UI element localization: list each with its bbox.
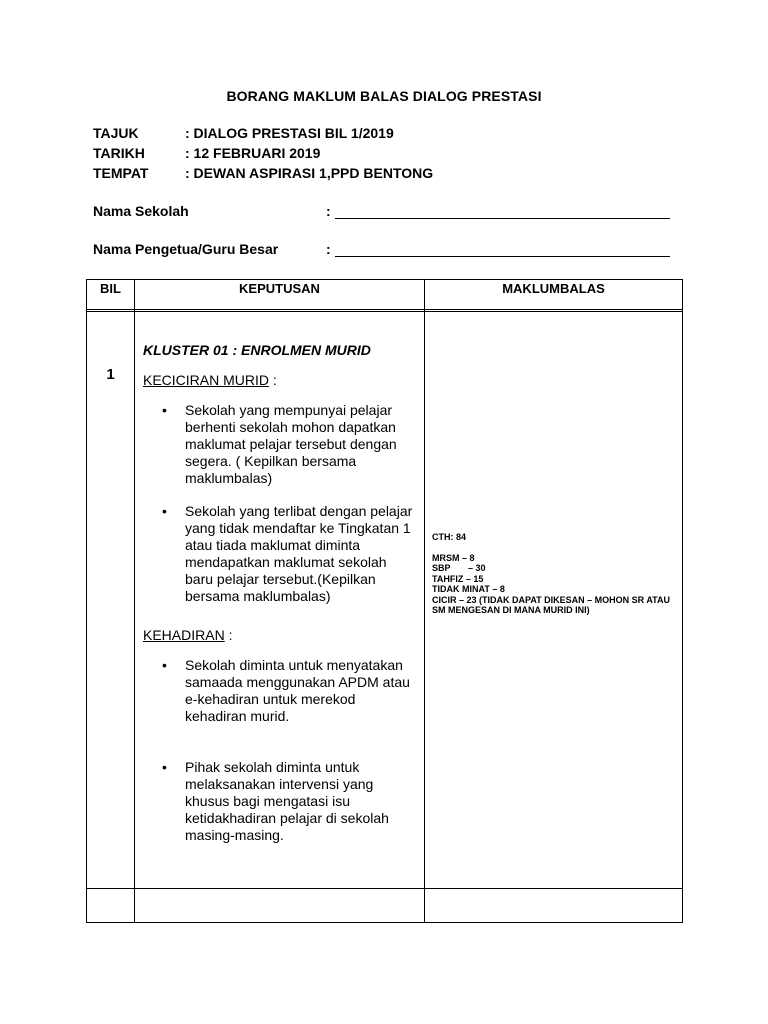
nama-sekolah-field[interactable] — [93, 203, 693, 223]
row-bil — [87, 312, 135, 889]
empty-cell[interactable] — [135, 889, 425, 923]
table-header-row — [87, 280, 683, 310]
nama-sekolah-line[interactable] — [335, 218, 670, 219]
table-row — [87, 312, 683, 889]
list-item: • Sekolah yang terlibat dengan pelajar yang tidak mendaftar ke Tingkatan 1 atau tiada maklumat diminta mendapatkan maklumat sekolah baru pelajar tersebut.(Kepilkan bersama maklumbalas) — [185, 503, 416, 605]
table-row — [87, 889, 683, 923]
keciciran-list — [143, 402, 416, 605]
field-label: Nama Sekolah — [93, 203, 189, 219]
row-keputusan — [135, 312, 425, 889]
empty-cell[interactable] — [87, 889, 135, 923]
meta-label: TAJUK — [93, 125, 139, 141]
tahfiz-line: TAHFIZ – 15 — [432, 573, 484, 584]
nama-pengetua-field[interactable] — [93, 241, 693, 261]
bil-number: 1 — [106, 366, 115, 383]
kehadiran-heading: KEHADIRAN : — [143, 627, 233, 643]
meta-value: : 12 FEBRUARI 2019 — [185, 145, 321, 161]
field-label: Nama Pengetua/Guru Besar — [93, 241, 279, 257]
form-title: BORANG MAKLUM BALAS DIALOG PRESTASI — [226, 88, 542, 104]
header-maklumbalas: MAKLUMBALAS — [425, 280, 683, 310]
keciciran-heading: KECICIRAN MURID : — [143, 372, 277, 388]
cth-line: CTH: 84 — [432, 532, 467, 542]
kluster-heading: KLUSTER 01 : ENROLMEN MURID — [143, 342, 371, 358]
header-bil: BIL — [87, 280, 135, 310]
empty-cell[interactable] — [425, 889, 683, 923]
kehadiran-list — [143, 657, 416, 844]
field-colon: : — [326, 203, 331, 219]
list-item: • Sekolah diminta untuk menyatakan samaada menggunakan APDM atau e-kehadiran untuk merekod kehadiran murid. — [185, 657, 416, 725]
sbp-line: SBP – 30 — [432, 563, 486, 573]
field-colon: : — [326, 241, 331, 257]
mrsm-line: MRSM – 8 — [432, 552, 475, 563]
header-keputusan: KEPUTUSAN — [135, 280, 425, 310]
meta-value: : DIALOG PRESTASI BIL 1/2019 — [185, 125, 394, 141]
meta-value: : DEWAN ASPIRASI 1,PPD BENTONG — [185, 165, 434, 181]
list-item: • Sekolah yang mempunyai pelajar berhenti sekolah mohon dapatkan maklumat pelajar tersebut dengan segera. ( Kepilkan bersama maklumbalas) — [185, 402, 416, 487]
meta-label: TARIKH — [93, 145, 145, 161]
meta-label: TEMPAT — [93, 165, 149, 181]
row-maklumbalas — [425, 312, 683, 889]
list-item: • Pihak sekolah diminta untuk melaksanakan intervensi yang khusus bagi mengatasi isu ketidakhadiran pelajar di sekolah masing-masing. — [185, 759, 416, 844]
feedback-table — [86, 279, 683, 923]
tidak-minat-line: TIDAK MINAT – 8 — [432, 584, 505, 594]
cicir-line: CICIR – 23 (TIDAK DAPAT DIKESAN – MOHON SR ATAU SM MENGESAN DI MANA MURID INI) — [432, 594, 671, 615]
nama-pengetua-line[interactable] — [335, 256, 670, 257]
